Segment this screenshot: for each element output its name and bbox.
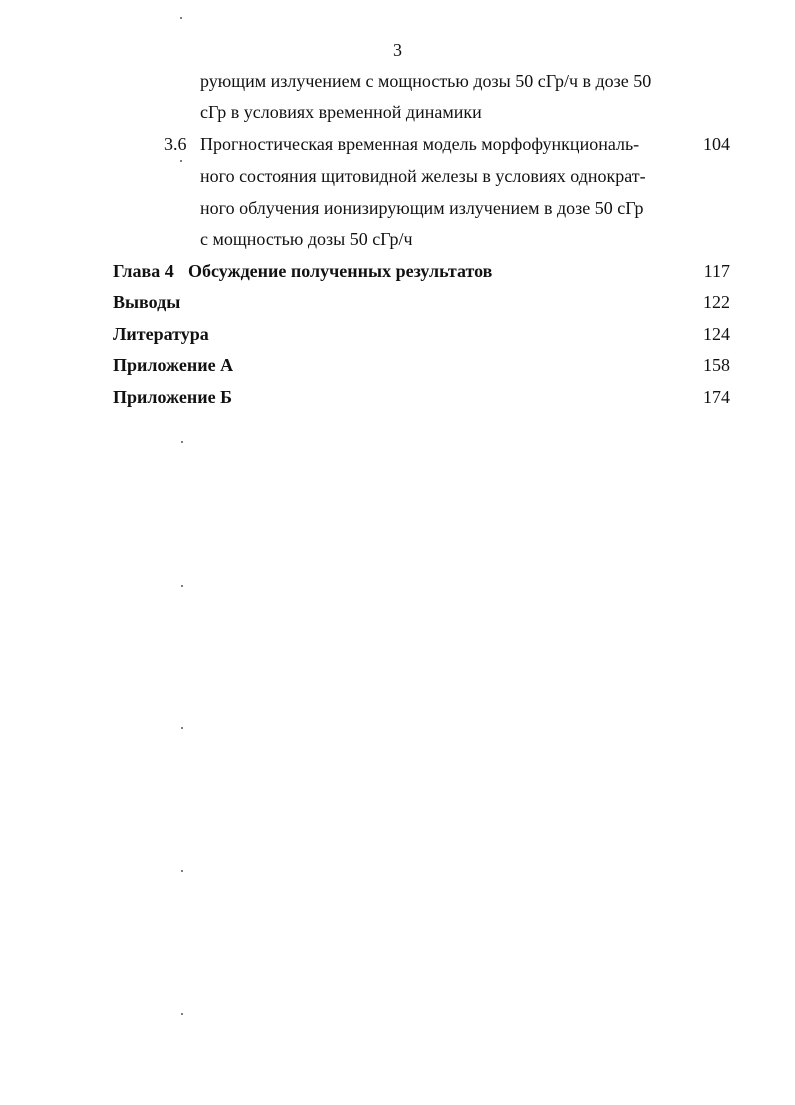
toc-chapter-title: Обсуждение полученных результатов (188, 261, 493, 281)
toc-section-title-line-2: ного состояния щитовидной железы в условиях однократ- (200, 166, 646, 186)
toc-section-number: 3.6 (164, 134, 187, 154)
scan-speck (181, 1013, 183, 1015)
scan-speck (181, 870, 183, 872)
toc-chapter-page: 117 (703, 261, 730, 281)
toc-literature-title: Литература (113, 324, 209, 344)
toc-conclusions-title: Выводы (113, 292, 181, 312)
toc-continued-line-1: рующим излучением с мощностью дозы 50 сГр/ч в дозе 50 (200, 71, 652, 91)
toc-appendix-b-title: Приложение Б (113, 387, 232, 407)
toc-continued-line-2: сГр в условиях временной динамики (200, 102, 482, 122)
scan-speck (180, 17, 182, 19)
toc-conclusions-page: 122 (703, 292, 730, 312)
toc-appendix-a-page: 158 (703, 355, 730, 375)
toc-section-title-line-4: с мощностью дозы 50 сГр/ч (200, 229, 413, 249)
scan-speck (180, 160, 182, 162)
toc-appendix-b-page: 174 (703, 387, 730, 407)
toc-section-title-line-1: Прогностическая временная модель морфофункциональ- (200, 134, 640, 154)
scan-speck (181, 441, 183, 443)
toc-appendix-a-title: Приложение А (113, 355, 234, 375)
toc-chapter-label: Глава 4 (113, 261, 174, 281)
scan-speck (181, 727, 183, 729)
toc-section-page: 104 (703, 134, 730, 154)
toc-literature-page: 124 (703, 324, 730, 344)
page-number: 3 (393, 40, 402, 60)
toc-section-title-line-3: ного облучения ионизирующим излучением в дозе 50 сГр (200, 198, 644, 218)
scan-speck (181, 585, 183, 587)
